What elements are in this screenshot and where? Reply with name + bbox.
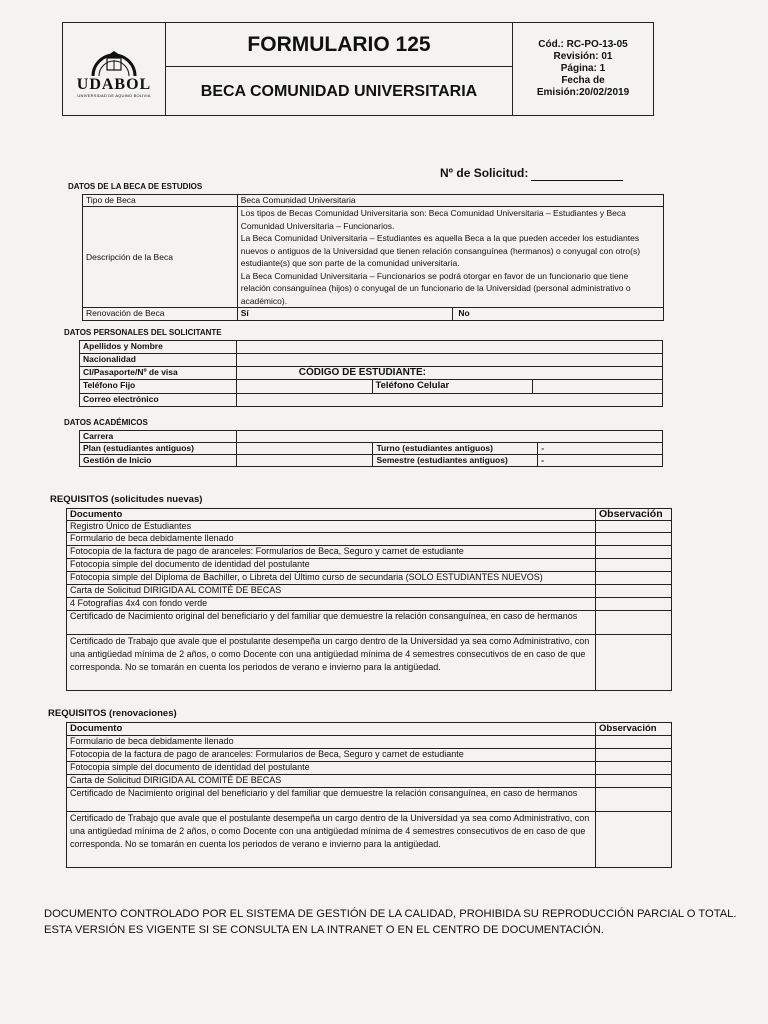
footer-line-2: ESTA VERSIÓN ES VIGENTE SI SE CONSULTA EN LA INTRANET O EN EL CENTRO DE DOCUMENTACIÓN. <box>44 924 604 936</box>
descripcion-beca-label: Descripción de la Beca <box>83 207 238 308</box>
section-academicos-title: DATOS ACADÉMICOS <box>64 418 148 427</box>
document-control-box <box>513 23 654 116</box>
descripcion-beca-value <box>237 207 663 308</box>
document-page: Página: 1 <box>560 63 606 74</box>
renovacion-si[interactable]: Sí <box>237 308 453 321</box>
req-nuevas-obs[interactable] <box>596 585 672 598</box>
req-nuevas-item: Fotocopia de la factura de pago de aranceles: Formularios de Beca, Seguro y carnet de estudiante <box>67 546 596 559</box>
descripcion-line: Los tipos de Becas Comunidad Universitaria son: Beca Comunidad Universitaria – Estudiantes y Beca Comunidad Universitaria – Funcionarios. <box>240 208 626 231</box>
req-nuevas-obs[interactable] <box>596 635 672 691</box>
semestre-field[interactable]: - <box>538 455 663 467</box>
ci-label: CI/Pasaporte/Nº de visa <box>80 367 237 380</box>
req-nuevas-item: 4 Fotografías 4x4 con fondo verde <box>67 598 596 611</box>
req-nuevas-title: REQUISITOS (solicitudes nuevas) <box>50 494 203 505</box>
personal-data-table <box>79 340 663 407</box>
renovacion-label: Renovación de Beca <box>83 308 238 321</box>
university-logo <box>63 23 166 116</box>
req-renov-obs[interactable] <box>596 812 672 868</box>
correo-label: Correo electrónico <box>80 394 237 407</box>
req-renov-obs[interactable] <box>596 775 672 788</box>
apellidos-label: Apellidos y Nombre <box>80 341 237 354</box>
request-number <box>440 166 623 181</box>
req-nuevas-item: Carta de Solicitud DIRIGIDA AL COMITÉ DE BECAS <box>67 585 596 598</box>
req-nuevas-item: Registro Único de Estudiantes <box>67 521 596 533</box>
req-renov-item: Certificado de Trabajo que avale que el postulante desempeña un cargo dentro de la Universidad ya sea como Administrativo, con una antigüedad mínima de 2 años, o como Docente con una antigüedad mínima de 4 semestres consecutivos de en caso de que corresponda. No se tomarán en cuenta los periodos de verano e invierno para la antigüedad. <box>67 812 596 868</box>
form-header <box>62 22 654 116</box>
beca-table <box>82 194 664 321</box>
req-nuevas-obs[interactable] <box>596 521 672 533</box>
tipo-beca-label: Tipo de Beca <box>83 195 238 207</box>
logo-subtitle: UNIVERSIDAD DE AQUINO BOLIVIA <box>77 92 151 98</box>
req-renov-item: Fotocopia simple del documento de identidad del postulante <box>67 762 596 775</box>
footer-line-1: DOCUMENTO CONTROLADO POR EL SISTEMA DE GESTIÓN DE LA CALIDAD, PROHIBIDA SU REPRODUCCIÓN PARCIAL O TOTAL. <box>44 908 737 920</box>
req-renov-item: Fotocopia de la factura de pago de aranceles: Formularios de Beca, Seguro y carnet de estudiante <box>67 749 596 762</box>
gestion-field[interactable] <box>236 455 373 467</box>
apellidos-field[interactable] <box>236 341 662 354</box>
req-nuevas-obs-header: Observación <box>596 509 672 521</box>
req-nuevas-doc-header: Documento <box>67 509 596 521</box>
req-renov-item: Carta de Solicitud DIRIGIDA AL COMITÉ DE BECAS <box>67 775 596 788</box>
turno-field[interactable]: - <box>538 443 663 455</box>
req-nuevas-item: Fotocopia simple del Diploma de Bachiller, o Libreta del Último curso de secundaria (SOLO ESTUDIANTES NUEVOS) <box>67 572 596 585</box>
renovacion-no-label: No <box>458 308 470 318</box>
document-code: Cód.: RC-PO-13-05 <box>538 39 628 50</box>
form-subtitle: BECA COMUNIDAD UNIVERSITARIA <box>166 67 513 116</box>
req-nuevas-obs[interactable] <box>596 611 672 635</box>
renovacion-no[interactable] <box>453 308 664 321</box>
carrera-field[interactable] <box>236 431 662 443</box>
req-nuevas-obs[interactable] <box>596 598 672 611</box>
semestre-label: Semestre (estudiantes antiguos) <box>373 455 538 467</box>
telefono-celular-label: Teléfono Celular <box>373 380 533 394</box>
req-renov-obs[interactable] <box>596 749 672 762</box>
req-nuevas-item: Certificado de Trabajo que avale que el postulante desempeña un cargo dentro de la Universidad ya sea como Administrativo, con una antigüedad mínima de 2 años, o como Docente con una antigüedad mínima de 4 semestres consecutivos de en caso de que corresponda. No se tomarán en cuenta los periodos de verano e invierno para la antigüedad. <box>67 635 596 691</box>
correo-field[interactable] <box>236 394 662 407</box>
req-renov-obs[interactable] <box>596 736 672 749</box>
academic-data-table <box>79 430 663 467</box>
turno-label: Turno (estudiantes antiguos) <box>373 443 538 455</box>
req-nuevas-obs[interactable] <box>596 546 672 559</box>
document-revision: Revisión: 01 <box>553 51 613 62</box>
descripcion-line: La Beca Comunidad Universitaria – Funcionarios se podrá otorgar en favor de un funcionario que tiene relación consanguínea (hijos) o conyugal de un funcionario de la Universidad (personal administrativo o académico). <box>240 270 631 306</box>
footer-notice <box>44 906 744 938</box>
nacionalidad-field[interactable] <box>236 354 662 367</box>
plan-label: Plan (estudiantes antiguos) <box>80 443 237 455</box>
request-number-label: Nº de Solicitud: <box>440 166 529 180</box>
telefono-fijo-label: Teléfono Fijo <box>80 380 237 394</box>
req-nuevas-item: Formulario de beca debidamente llenado <box>67 533 596 546</box>
section-beca-title: DATOS DE LA BECA DE ESTUDIOS <box>68 182 203 191</box>
req-renov-obs[interactable] <box>596 788 672 812</box>
form-title: FORMULARIO 125 <box>166 23 513 67</box>
req-nuevas-obs[interactable] <box>596 559 672 572</box>
req-renov-table <box>66 722 672 868</box>
req-nuevas-item: Certificado de Nacimiento original del beneficiario y del familiar que demuestre la relación consanguínea, en caso de hermanos <box>67 611 596 635</box>
descripcion-line: La Beca Comunidad Universitaria – Estudiantes es aquella Beca a la que pueden acceder los estudiantes nuevos o antiguos de la Universidad que tienen relación consanguínea (hermanos) o conyugal con otro(s) estudiante(s) que son parte de la comunidad universitaria. <box>240 233 641 268</box>
req-renov-doc-header: Documento <box>67 723 596 736</box>
telefono-fijo-field[interactable] <box>236 380 373 394</box>
req-renov-item: Certificado de Nacimiento original del beneficiario y del familiar que demuestre la relación consanguínea, en caso de hermanos <box>67 788 596 812</box>
telefono-celular-field[interactable] <box>533 380 663 394</box>
tipo-beca-value: Beca Comunidad Universitaria <box>237 195 663 207</box>
req-renov-obs-header: Observación <box>596 723 672 736</box>
request-number-field[interactable] <box>531 166 623 181</box>
nacionalidad-label: Nacionalidad <box>80 354 237 367</box>
logo-name: UDABOL <box>76 75 152 93</box>
issue-date-label: Fecha de <box>561 75 605 86</box>
gestion-label: Gestión de Inicio <box>80 455 237 467</box>
section-personales-title: DATOS PERSONALES DEL SOLICITANTE <box>64 328 222 337</box>
req-nuevas-obs[interactable] <box>596 572 672 585</box>
issue-date: Emisión:20/02/2019 <box>536 87 630 98</box>
req-renov-item: Formulario de beca debidamente llenado <box>67 736 596 749</box>
university-seal-icon <box>79 38 149 78</box>
req-nuevas-item: Fotocopia simple del documento de identidad del postulante <box>67 559 596 572</box>
req-renov-title: REQUISITOS (renovaciones) <box>48 708 177 719</box>
req-renov-obs[interactable] <box>596 762 672 775</box>
carrera-label: Carrera <box>80 431 237 443</box>
req-nuevas-obs[interactable] <box>596 533 672 546</box>
req-nuevas-table <box>66 508 672 691</box>
plan-field[interactable] <box>236 443 373 455</box>
codigo-estudiante-label: CÓDIGO DE ESTUDIANTE: <box>236 367 662 380</box>
